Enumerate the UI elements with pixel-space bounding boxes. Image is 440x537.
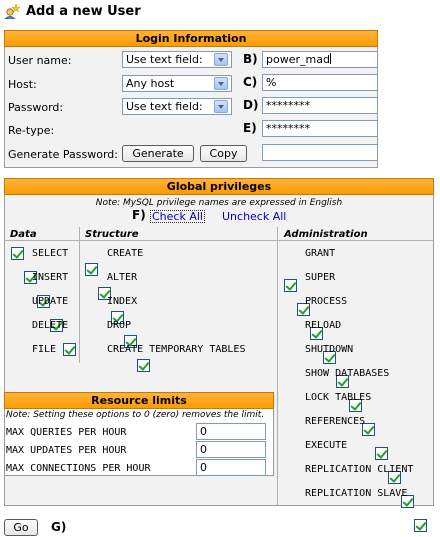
- uncheck-all-link[interactable]: Uncheck All: [222, 210, 287, 223]
- privilege-label: RELOAD: [305, 320, 342, 331]
- administration-column-header: Administration: [284, 229, 368, 240]
- structure-column-header: Structure: [85, 229, 139, 240]
- user-name-label: User name:: [8, 54, 72, 67]
- privilege-label: FILE: [32, 344, 57, 355]
- privilege-checkbox[interactable]: [85, 263, 98, 276]
- privilege-label: INSERT: [32, 272, 69, 283]
- privilege-checkbox[interactable]: [414, 519, 427, 532]
- privilege-checkbox[interactable]: [63, 343, 76, 356]
- password-mode-select[interactable]: [122, 98, 232, 115]
- privilege-checkbox[interactable]: [284, 279, 297, 292]
- privilege-label: SHOW DATABASES: [305, 368, 390, 379]
- column-divider: [277, 227, 278, 505]
- privilege-label: CREATE TEMPORARY TABLES: [107, 344, 246, 355]
- max-connections-label: MAX CONNECTIONS PER HOUR: [6, 463, 151, 474]
- page-title: Add a new User: [26, 3, 141, 19]
- privileges-note: Note: MySQL privilege names are expressed in English: [95, 198, 343, 208]
- privilege-label: SUPER: [305, 272, 336, 283]
- privilege-label: LOCK TABLES: [305, 392, 372, 403]
- login-information-legend: Login Information: [4, 30, 378, 47]
- host-mode-select[interactable]: [122, 75, 232, 92]
- user-name-value: power_mad: [266, 53, 330, 66]
- resource-limits-legend: Resource limits: [4, 392, 274, 409]
- go-button[interactable]: Go: [4, 519, 38, 536]
- host-mode-value: Any host: [126, 76, 175, 90]
- max-updates-value: 0: [200, 443, 207, 456]
- host-value: %: [266, 76, 277, 89]
- retype-password-input[interactable]: [262, 120, 378, 137]
- privilege-label: REPLICATION SLAVE: [305, 488, 408, 499]
- header-divider: [4, 240, 434, 241]
- privilege-checkbox[interactable]: [11, 247, 24, 260]
- privilege-label: SHUTDOWN: [305, 344, 354, 355]
- text-cursor: [330, 53, 331, 64]
- max-queries-label: MAX QUERIES PER HOUR: [6, 427, 127, 438]
- max-connections-input[interactable]: [196, 459, 266, 476]
- add-user-icon: [4, 3, 20, 19]
- privilege-label: PROCESS: [305, 296, 348, 307]
- user-name-input[interactable]: [262, 51, 378, 68]
- privilege-checkbox[interactable]: [375, 447, 388, 460]
- privilege-label: GRANT: [305, 248, 336, 259]
- user-name-mode-value: Use text field:: [126, 52, 203, 66]
- column-divider: [79, 227, 80, 363]
- password-label: Password:: [8, 101, 64, 114]
- resource-limits-note: Note: Setting these options to 0 (zero) removes the limit.: [6, 410, 265, 420]
- host-input[interactable]: [262, 74, 378, 91]
- annotation-g: G): [51, 520, 67, 534]
- privilege-label: SELECT: [32, 248, 69, 259]
- password-value: ********: [266, 99, 310, 112]
- annotation-d: D): [243, 98, 259, 112]
- generate-password-label: Generate Password:: [8, 148, 118, 161]
- user-name-mode-select[interactable]: [122, 51, 232, 68]
- privilege-checkbox[interactable]: [137, 359, 150, 372]
- privilege-label: ALTER: [107, 272, 138, 283]
- page-header: [4, 2, 141, 20]
- max-queries-input[interactable]: [196, 423, 266, 440]
- generate-button[interactable]: Generate: [122, 145, 194, 162]
- privilege-label: DELETE: [32, 320, 69, 331]
- global-privileges-legend: Global privileges: [4, 178, 434, 195]
- copy-button[interactable]: Copy: [200, 145, 247, 162]
- max-updates-input[interactable]: [196, 441, 266, 458]
- max-queries-value: 0: [200, 425, 207, 438]
- privilege-label: UPDATE: [32, 296, 69, 307]
- max-updates-label: MAX UPDATES PER HOUR: [6, 445, 127, 456]
- privilege-label: CREATE: [107, 248, 144, 259]
- generated-password-input[interactable]: [262, 144, 378, 161]
- annotation-b: B): [243, 52, 258, 66]
- retype-value: ********: [266, 122, 310, 135]
- password-input[interactable]: [262, 97, 378, 114]
- annotation-f: F): [132, 208, 146, 222]
- privilege-label: REPLICATION CLIENT: [305, 464, 414, 475]
- max-connections-value: 0: [200, 461, 207, 474]
- check-all-link[interactable]: Check All: [152, 210, 203, 223]
- annotation-c: C): [243, 75, 258, 89]
- chevron-down-icon: [214, 53, 228, 66]
- privilege-label: EXECUTE: [305, 440, 348, 451]
- privilege-label: REFERENCES: [305, 416, 366, 427]
- host-label: Host:: [8, 78, 37, 91]
- retype-label: Re-type:: [8, 124, 55, 137]
- privilege-label: DROP: [107, 320, 132, 331]
- annotation-e: E): [243, 121, 257, 135]
- password-mode-value: Use text field:: [126, 99, 203, 113]
- chevron-down-icon: [214, 100, 228, 113]
- chevron-down-icon: [214, 77, 228, 90]
- privilege-label: INDEX: [107, 296, 138, 307]
- data-column-header: Data: [10, 229, 37, 240]
